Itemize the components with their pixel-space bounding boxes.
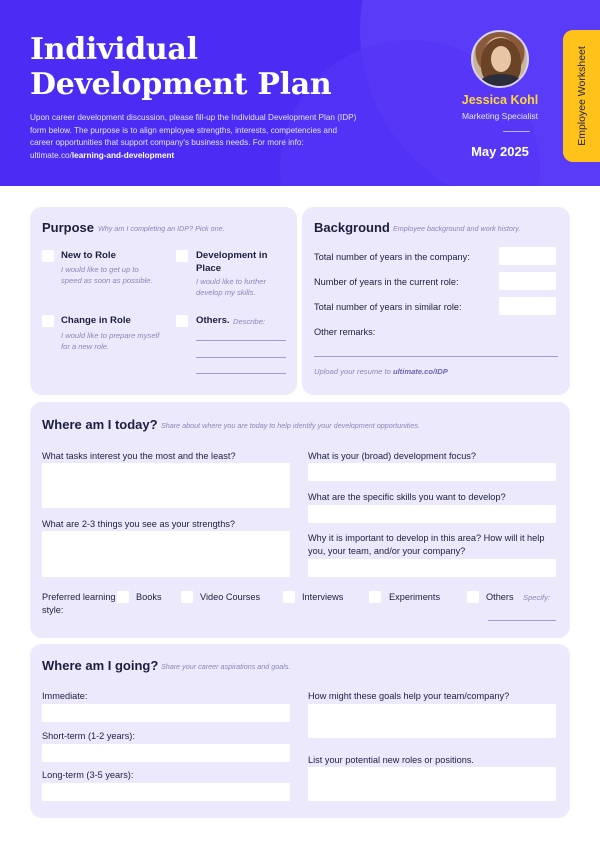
- others-line-1[interactable]: [196, 340, 286, 341]
- focus-input[interactable]: [308, 463, 556, 481]
- section-subtitle: Employee background and work history.: [393, 224, 521, 233]
- field-label: Total number of years in similar role:: [314, 302, 462, 312]
- upload-note: [314, 367, 448, 378]
- question-label: List your potential new roles or positions.: [308, 755, 474, 765]
- header-banner: [0, 0, 600, 186]
- today-panel: [30, 402, 570, 638]
- avatar: [471, 30, 529, 88]
- question-label: What are 2-3 things you see as your strengths?: [42, 519, 236, 529]
- field-label: Number of years in the current role:: [314, 277, 459, 287]
- section-title: Purpose: [42, 220, 95, 235]
- going-panel: [30, 644, 570, 818]
- question-label: Why it is important to develop in this area? How will it help you, your team, and/or your company?: [308, 533, 545, 556]
- skills-input[interactable]: [308, 505, 556, 523]
- avatar-body: [479, 74, 523, 88]
- field-label: Immediate:: [42, 691, 88, 701]
- checkbox-interviews[interactable]: [283, 591, 295, 603]
- plan-date: May 2025: [471, 144, 529, 159]
- employee-name: Jessica Kohl: [461, 93, 539, 107]
- intro-link[interactable]: learning-and-development: [71, 150, 175, 160]
- interest-input[interactable]: [42, 463, 290, 508]
- section-subtitle: Share about where you are today to help identify your development opportunities.: [161, 421, 420, 430]
- section-subtitle: Why am I completing an IDP? Pick one.: [98, 224, 225, 233]
- option-desc: I would like to prepare myself for a new role.: [61, 331, 160, 351]
- field-label: Long-term (3-5 years):: [42, 770, 134, 780]
- style-label: Interviews: [302, 592, 344, 602]
- specify-line[interactable]: [488, 620, 556, 621]
- checkbox-new-to-role[interactable]: [42, 250, 54, 262]
- style-label: Video Courses: [200, 592, 261, 602]
- goals-help-input[interactable]: [308, 704, 556, 738]
- option-label: Development in Place: [196, 250, 268, 274]
- field-label: Total number of years in the company:: [314, 252, 470, 262]
- checkbox-video-courses[interactable]: [181, 591, 193, 603]
- page-title: [30, 32, 370, 102]
- intro-body: Upon career development discussion, please fill-up the Individual Development Plan (IDP) form below. The purpose is to align employee strengths, interests, competencies and career opportunities that support company's business needs. For more info: ultimate.co/: [30, 113, 357, 160]
- section-title: Where am I going?: [42, 658, 159, 673]
- short-term-input[interactable]: [42, 744, 290, 762]
- strengths-input[interactable]: [42, 531, 290, 577]
- purpose-panel: [30, 207, 297, 395]
- option-label: New to Role: [61, 250, 116, 261]
- avatar-face: [491, 46, 511, 72]
- checkbox-others[interactable]: [176, 315, 188, 327]
- title-line-2: Development Plan: [30, 67, 332, 102]
- checkbox-others-style[interactable]: [467, 591, 479, 603]
- style-label: Experiments: [389, 592, 441, 602]
- option-desc: I would like to get up to speed as soon as possible.: [61, 265, 153, 285]
- question-label: What tasks interest you the most and the least?: [42, 451, 236, 461]
- style-label: Books: [136, 592, 162, 602]
- option-label: Others.: [196, 315, 230, 326]
- option-label: Change in Role: [61, 315, 131, 326]
- section-subtitle: Share your career aspirations and goals.: [161, 662, 291, 671]
- question-label: What are the specific skills you want to develop?: [308, 492, 506, 502]
- question-label: What is your (broad) development focus?: [308, 451, 477, 461]
- field-label: Other remarks:: [314, 327, 376, 337]
- field-label: Short-term (1-2 years):: [42, 731, 135, 741]
- style-label: Others: [486, 592, 514, 602]
- section-title: Background: [314, 220, 390, 235]
- title-line-1: Individual: [30, 32, 198, 67]
- option-desc: I would like to further develop my skills.: [196, 277, 267, 297]
- section-title: Where am I today?: [42, 417, 158, 432]
- checkbox-experiments[interactable]: [369, 591, 381, 603]
- why-input[interactable]: [308, 559, 556, 577]
- specify-label: Specify:: [523, 593, 551, 602]
- years-company-input[interactable]: [499, 247, 556, 265]
- remarks-line[interactable]: [314, 356, 558, 357]
- years-similar-input[interactable]: [499, 297, 556, 315]
- upload-link[interactable]: ultimate.co/IDP: [392, 367, 448, 376]
- immediate-input[interactable]: [42, 704, 290, 722]
- employee-role: Marketing Specialist: [461, 111, 539, 121]
- checkbox-change-in-role[interactable]: [42, 315, 54, 327]
- new-roles-input[interactable]: [308, 767, 556, 801]
- question-label: How might these goals help your team/company?: [308, 691, 510, 701]
- learning-style-label: Preferred learning style:: [42, 592, 116, 615]
- checkbox-books[interactable]: [117, 591, 129, 603]
- others-line-2[interactable]: [196, 357, 286, 358]
- years-role-input[interactable]: [499, 272, 556, 290]
- side-tab: [563, 30, 600, 162]
- upload-text: Upload your resume to: [314, 367, 393, 376]
- long-term-input[interactable]: [42, 783, 290, 801]
- option-desc: Describe:: [233, 317, 266, 326]
- background-panel: [302, 207, 570, 395]
- checkbox-development-in-place[interactable]: [176, 250, 188, 262]
- side-tab-label: Employee Worksheet: [575, 46, 588, 146]
- others-line-3[interactable]: [196, 373, 286, 374]
- intro-text: [30, 112, 360, 162]
- divider: [503, 131, 530, 132]
